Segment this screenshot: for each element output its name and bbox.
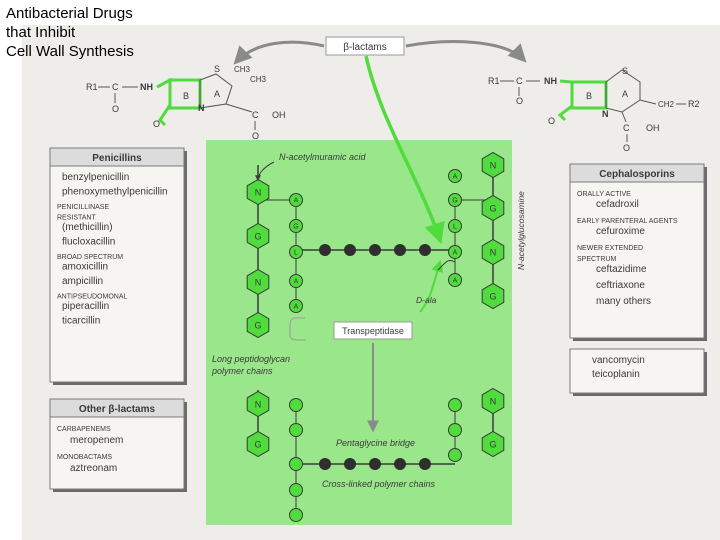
long-polymer-chains-label: Long peptidoglycan polymer chains [212, 354, 291, 376]
glycine-dot-upper-4 [419, 244, 431, 256]
ceph-ring-a: A [622, 89, 629, 99]
category-label-4: NEWER EXTENDED [577, 245, 644, 252]
arrow-to-cephalosporin-core [406, 42, 524, 60]
left-lower-residue-4 [290, 509, 303, 522]
penicillin-o1: O [112, 104, 120, 114]
svg-text:G: G [254, 231, 262, 242]
penicillin-c: C [112, 82, 119, 92]
ceph-s: S [622, 66, 629, 76]
drug-name-3: aztreonam [70, 463, 118, 474]
left-peptide-residue-1 [290, 220, 303, 233]
category-label-2: MONOBACTAMS [57, 454, 113, 461]
left-peptide-residue-3 [290, 275, 303, 288]
arrow-to-penicillin-core [236, 42, 324, 62]
glycine-dot-upper-2 [369, 244, 381, 256]
glycine-dot-bridge-3 [394, 458, 406, 470]
glycine-dot-bridge-1 [344, 458, 356, 470]
penicillin-n: N [198, 103, 205, 113]
penicillin-ring-b: B [183, 91, 190, 101]
d-ala-label: D-ala [416, 295, 437, 305]
svg-text:G: G [452, 197, 458, 205]
left-lower-residue-3 [290, 484, 303, 497]
svg-text:A: A [293, 197, 299, 205]
ceph-nh: NH [544, 76, 557, 86]
n-acetylglucosamine-label: N-acetylglucosamine [516, 191, 526, 270]
drug-name-7: amoxicillin [62, 261, 109, 273]
svg-text:N: N [254, 277, 262, 288]
penicillins-box [50, 148, 187, 385]
penicillin-o3: O [252, 131, 260, 141]
penicillin-c2: C [252, 110, 259, 120]
drug-name-8: ampicillin [62, 276, 104, 287]
svg-text:G: G [254, 439, 262, 450]
category-label-2: PENICILLINASE [57, 204, 110, 211]
glycine-dot-bridge-4 [419, 458, 431, 470]
svg-text:L: L [294, 249, 298, 257]
category-label-6: BROAD SPECTRUM [57, 254, 124, 261]
ceph-o3: O [623, 143, 631, 153]
penicillin-oh: OH [272, 110, 286, 120]
other-beta-lactams-box [50, 399, 187, 492]
ceph-n: N [602, 109, 609, 119]
cephalosporin-core-structure [488, 66, 700, 153]
right-peptide-residue-2 [449, 220, 462, 233]
right-lower-residue-0 [449, 399, 462, 412]
right-peptide-residue-4 [449, 274, 462, 287]
category-label-2: EARLY PARENTERAL AGENTS [577, 218, 678, 225]
drug-name-4: (methicillin) [62, 222, 113, 233]
category-label-9: ANTIPSEUDOMONAL [57, 293, 128, 301]
drug-name-1: teicoplanin [592, 369, 640, 380]
drug-name-5: flucloxacillin [62, 236, 116, 248]
svg-text:G: G [489, 439, 497, 450]
penicillin-ch3b: CH3 [250, 75, 267, 84]
other-beta-lactams-box-title: Other β-lactams [78, 404, 156, 415]
penicillin-nh: NH [140, 82, 153, 92]
drug-name-8: many others [596, 296, 652, 307]
drug-name-1: cefadroxil [596, 199, 639, 210]
left-peptide-residue-2 [290, 246, 303, 259]
beta-lactams-label: β-lactams [343, 42, 387, 53]
transpeptidase-label: Transpeptidase [342, 326, 404, 336]
glycine-dot-upper-1 [344, 244, 356, 256]
category-label-5: SPECTRUM [577, 256, 617, 263]
svg-text:L: L [453, 223, 457, 231]
penicillin-s: S [214, 64, 221, 74]
svg-text:N: N [489, 247, 497, 258]
svg-text:G: G [489, 291, 497, 302]
left-peptide-residue-4 [290, 300, 303, 313]
drug-name-0: vancomycin [592, 355, 645, 366]
right-peptide-residue-1 [449, 194, 462, 207]
glycine-dot-bridge-0 [319, 458, 331, 470]
category-label-0: ORALLY ACTIVE [577, 191, 631, 198]
penicillin-r1: R1 [86, 82, 98, 92]
penicillin-o2: O [153, 119, 161, 129]
ceph-o2: O [548, 116, 556, 126]
penicillin-ch3a: CH3 [234, 65, 251, 74]
category-label-0: CARBAPENEMS [57, 426, 111, 433]
drug-name-1: phenoxymethylpenicillin [62, 186, 168, 198]
n-acetylmuramic-acid-label: N-acetylmuramic acid [279, 152, 366, 162]
ceph-ch2: CH2 [658, 100, 675, 109]
drug-name-3: cefuroxime [596, 226, 645, 237]
drug-name-6: ceftazidime [596, 264, 647, 275]
svg-text:A: A [452, 277, 458, 285]
svg-text:N: N [489, 396, 497, 407]
svg-text:G: G [489, 203, 497, 214]
drug-name-1: meropenem [70, 435, 124, 446]
glycine-dot-upper-0 [319, 244, 331, 256]
slide-title: Antibacterial Drugs that Inhibit Cell Wall Synthesis [6, 5, 134, 60]
ceph-c2: C [623, 123, 630, 133]
ceph-oh: OH [646, 123, 660, 133]
left-lower-residue-0 [290, 399, 303, 412]
right-peptide-residue-0 [449, 170, 462, 183]
penicillin-core-structure [86, 64, 286, 141]
cephalosporins-box [570, 164, 707, 341]
ceph-c: C [516, 76, 523, 86]
drug-name-0: benzylpenicillin [62, 172, 130, 183]
left-peptide-residue-0 [290, 194, 303, 207]
drug-name-11: ticarcillin [62, 315, 101, 327]
svg-text:G: G [254, 320, 262, 331]
drug-name-7: ceftriaxone [596, 280, 645, 291]
pentaglycine-bridge-label: Pentaglycine bridge [336, 438, 416, 448]
right-lower-residue-2 [449, 449, 462, 462]
svg-text:G: G [293, 223, 299, 231]
left-lower-residue-2 [290, 458, 303, 471]
svg-text:A: A [293, 303, 299, 311]
penicillin-ring-a: A [214, 89, 221, 99]
penicillins-box-title: Penicillins [92, 153, 142, 164]
left-lower-residue-1 [290, 424, 303, 437]
ceph-r2: R2 [688, 99, 700, 109]
svg-text:A: A [452, 173, 458, 181]
svg-text:N: N [254, 187, 262, 198]
glycopeptides-box [570, 349, 707, 396]
ceph-o1: O [516, 96, 524, 106]
svg-text:A: A [293, 278, 299, 286]
svg-text:A: A [452, 249, 458, 257]
cephalosporins-box-title: Cephalosporins [599, 169, 675, 180]
right-peptide-residue-3 [449, 246, 462, 259]
cross-linked-chains-label: Cross-linked polymer chains [322, 479, 436, 489]
svg-text:N: N [254, 399, 262, 410]
svg-text:N: N [489, 160, 497, 171]
drug-name-10: piperacillin [62, 301, 110, 312]
glycine-dot-bridge-2 [369, 458, 381, 470]
glycine-dot-upper-3 [394, 244, 406, 256]
ceph-ring-b: B [586, 91, 593, 101]
category-label-3: RESISTANT [57, 214, 96, 222]
ceph-r1: R1 [488, 76, 500, 86]
right-lower-residue-1 [449, 424, 462, 437]
